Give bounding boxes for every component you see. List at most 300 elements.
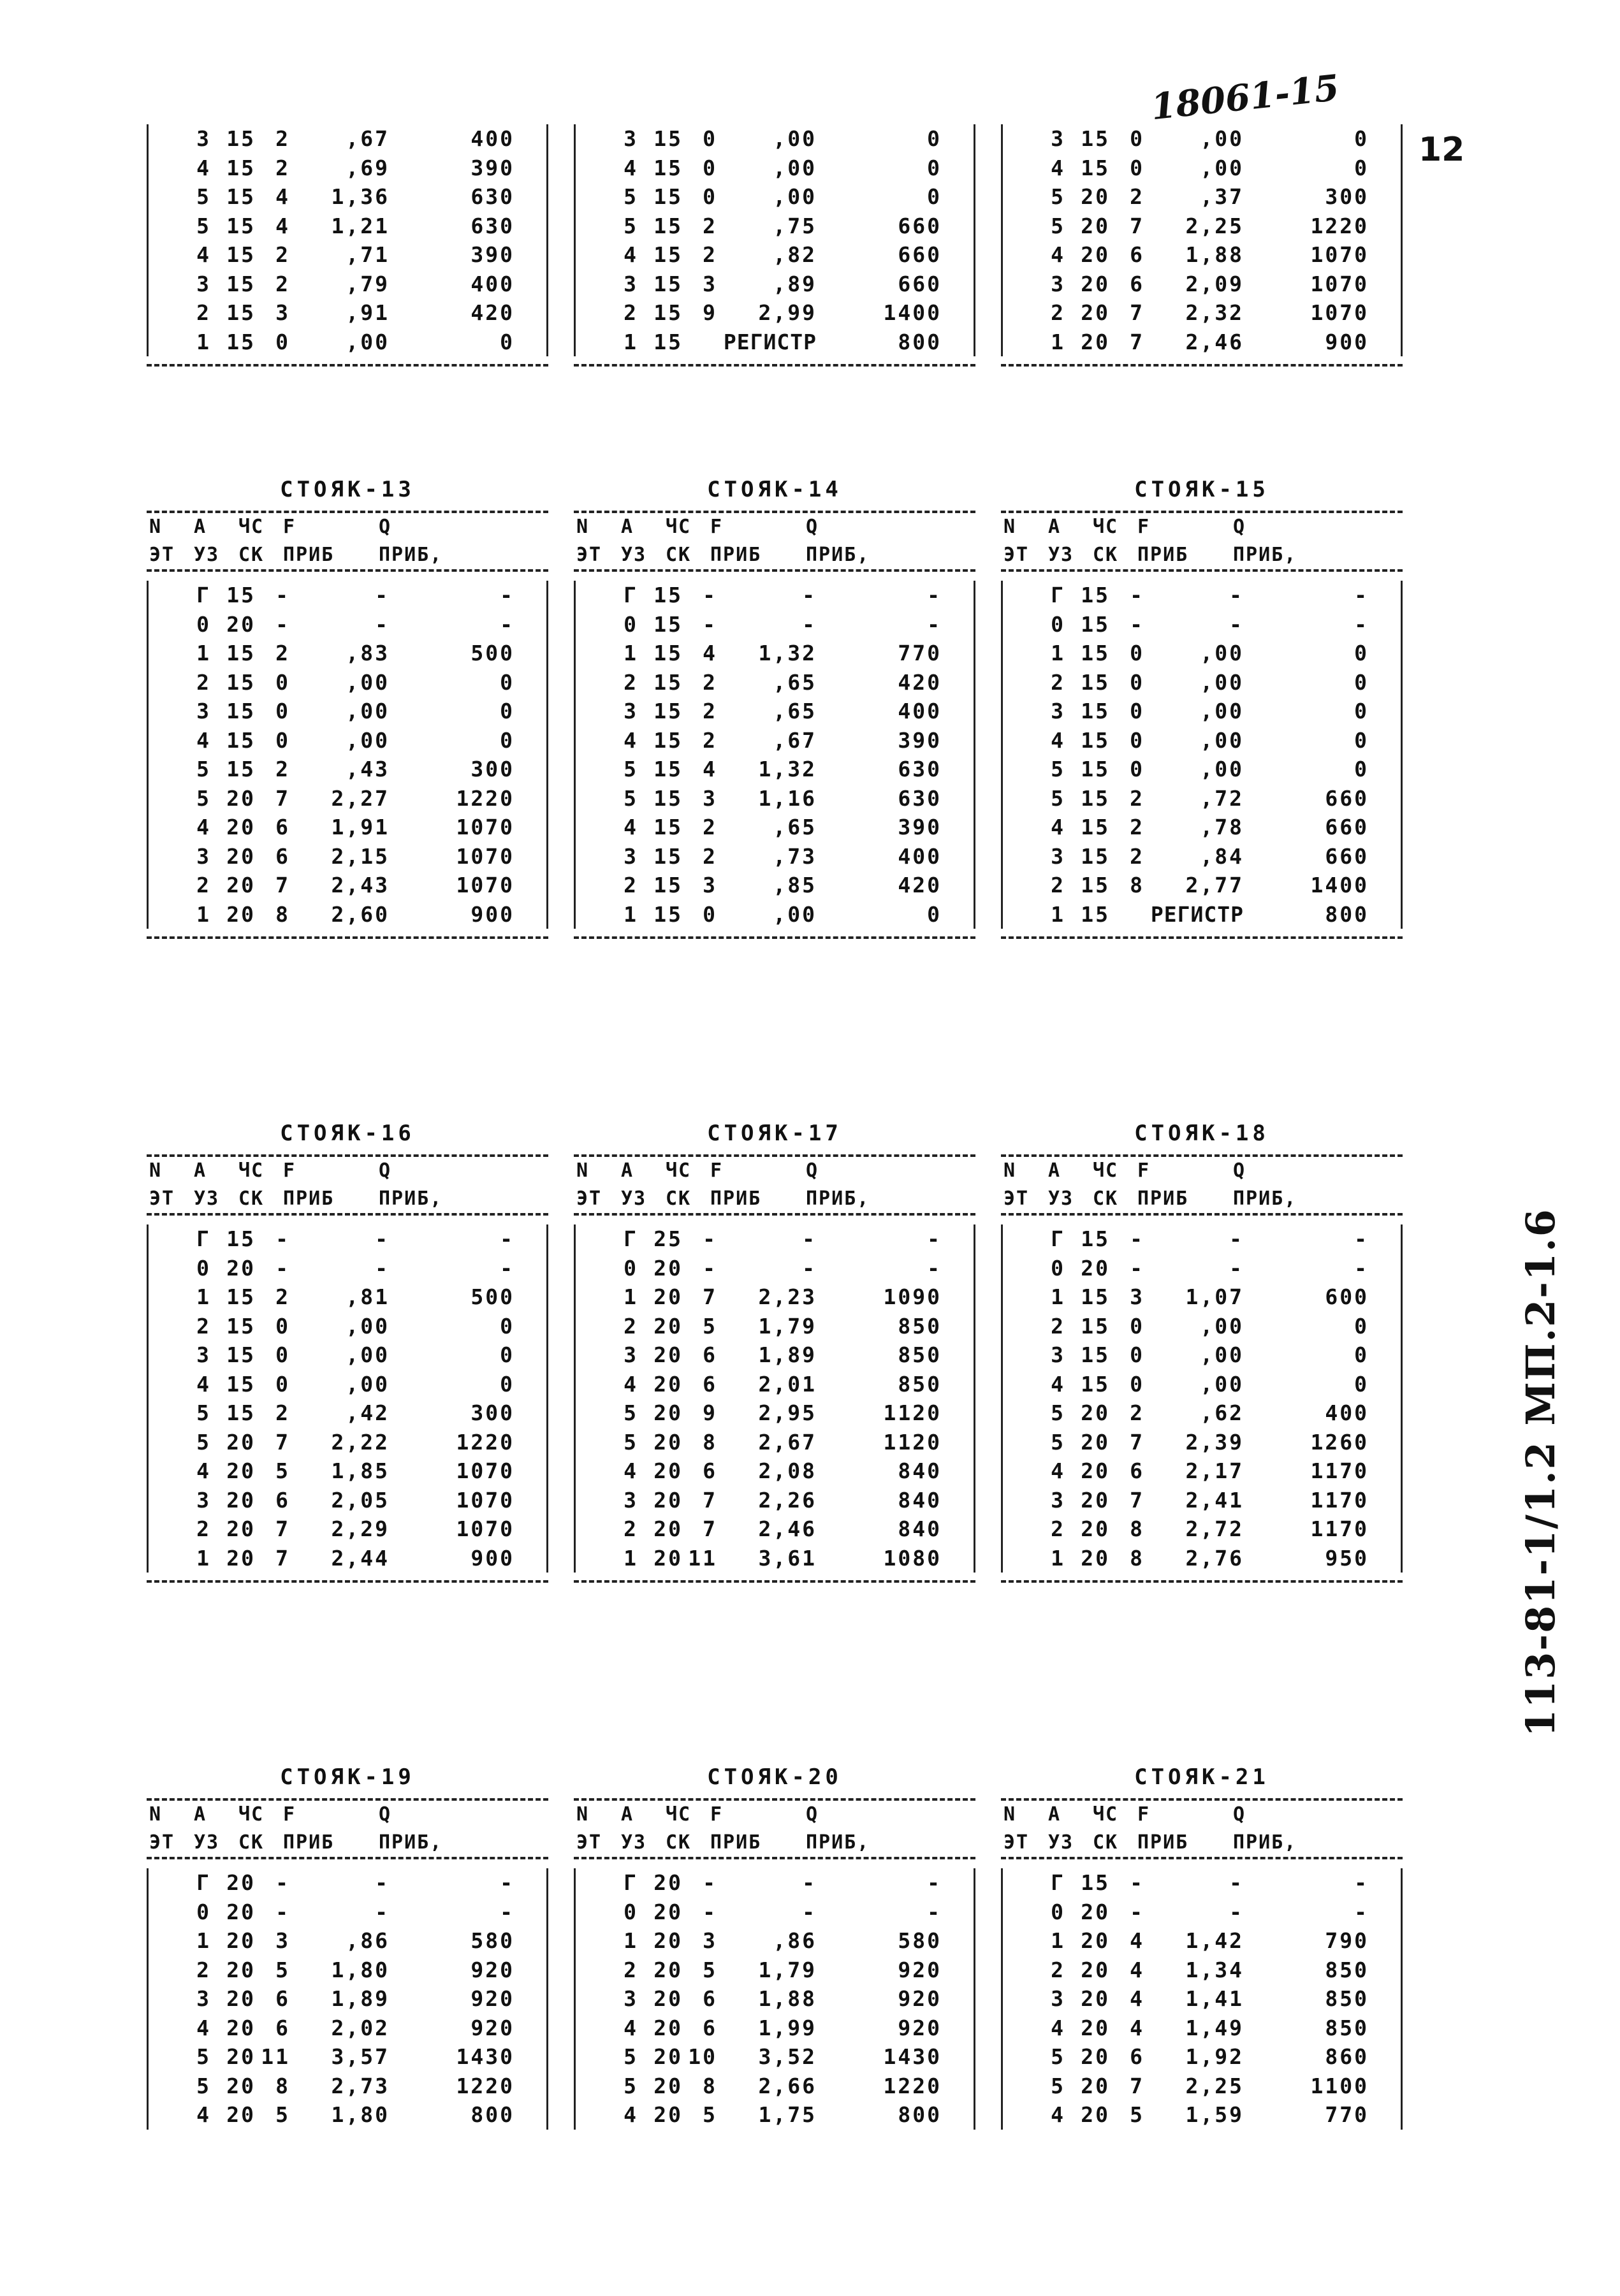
table-cell: 800 <box>471 2102 514 2127</box>
table-cell: 15 <box>226 213 256 238</box>
table-cell: 1,92 <box>1185 2044 1244 2069</box>
table-cell: 6 <box>1130 271 1144 296</box>
table-cell: 5 <box>1051 757 1065 781</box>
table-row <box>1001 1341 1403 1370</box>
table-header-row <box>1001 1157 1403 1185</box>
column-header: ЧС <box>1093 1159 1119 1182</box>
table-cell: 3 <box>624 1487 638 1513</box>
table-row <box>1001 270 1403 299</box>
table-cell: 3 <box>1051 271 1065 296</box>
table-cell: 5 <box>703 2102 717 2127</box>
table-cell: 8 <box>703 2073 717 2098</box>
column-header: ПРИБ <box>710 544 762 566</box>
column-header: ПРИБ <box>283 544 335 566</box>
table-cell: 6 <box>1130 2044 1144 2069</box>
table-cell: 1070 <box>1310 271 1369 296</box>
table-cell: - <box>500 1226 514 1251</box>
table-cell: ,65 <box>773 669 817 695</box>
table-row <box>1001 182 1403 212</box>
table-cell: 15 <box>226 300 256 325</box>
table-cell: - <box>375 583 390 607</box>
table-header-row <box>574 1185 975 1213</box>
table-header-row <box>147 513 548 541</box>
column-header: СК <box>238 1831 265 1854</box>
table-cell: 7 <box>275 1429 290 1455</box>
table-cell: 3 <box>196 1487 211 1513</box>
column-header: ПРИБ, <box>379 1188 443 1210</box>
table-cell: - <box>1130 1255 1144 1281</box>
table-row <box>1001 784 1403 813</box>
table-cell: - <box>375 1255 390 1281</box>
column-header: F <box>1137 1803 1151 1826</box>
table-cell: 2,02 <box>331 2015 390 2040</box>
table-cell: 1,34 <box>1185 1957 1244 1982</box>
table-cell: 10 <box>688 2044 717 2069</box>
table-cell: 4 <box>1051 2102 1065 2127</box>
table-cell: 15 <box>653 815 683 839</box>
table-cell: 2 <box>1051 669 1065 695</box>
column-header: N <box>1003 1803 1017 1826</box>
table-row <box>574 610 975 639</box>
table-cell: 7 <box>1130 300 1144 325</box>
column-header: ЭТ <box>149 544 175 566</box>
column-header: Q <box>379 516 392 538</box>
table-cell: 3 <box>196 699 211 723</box>
table-cell: 0 <box>703 184 717 209</box>
table-cell: 7 <box>275 1516 290 1541</box>
table-cell: - <box>1229 611 1244 637</box>
table-cell: 4 <box>1051 2015 1065 2040</box>
table-cell: 2 <box>275 126 290 151</box>
table-row <box>147 154 548 183</box>
column-header: ЭТ <box>149 1188 175 1210</box>
table-cell: 5 <box>196 757 211 781</box>
table-cell: 2,39 <box>1185 1429 1244 1455</box>
table-row <box>147 1341 548 1370</box>
table-row <box>147 1224 548 1254</box>
table-row <box>147 1898 548 1927</box>
table-cell: 5 <box>1051 213 1065 238</box>
table-row <box>147 1370 548 1399</box>
table-cell: 0 <box>1130 727 1144 753</box>
riser-table <box>574 1756 975 2130</box>
table-cell: 15 <box>1081 155 1110 180</box>
table-cell: 920 <box>898 2015 942 2040</box>
table-cell: 1 <box>624 901 638 927</box>
riser-title: СТОЯК-20 <box>707 1764 842 1790</box>
column-header: F <box>283 1159 296 1182</box>
table-cell: 20 <box>653 1342 683 1367</box>
table-cell: 7 <box>1130 329 1144 354</box>
table-cell: 20 <box>1081 1458 1110 1483</box>
table-cell: 630 <box>471 213 514 238</box>
table-row <box>574 1370 975 1399</box>
table-cell: - <box>802 583 817 607</box>
table-row <box>147 755 548 784</box>
table-cell: 1 <box>196 1284 211 1309</box>
table-cell: 7 <box>703 1516 717 1541</box>
table-cell <box>1110 900 1148 929</box>
table-cell: 5 <box>624 213 638 238</box>
table-cell: 3 <box>624 699 638 723</box>
table-cell: 15 <box>1081 815 1110 839</box>
table-cell: 4 <box>275 213 290 238</box>
column-header: ЧС <box>1093 1803 1119 1826</box>
table-row <box>1001 1399 1403 1428</box>
table-cell: 1430 <box>883 2044 942 2069</box>
table-cell: 6 <box>275 2015 290 2040</box>
table-cell: - <box>500 611 514 637</box>
table-cell: 0 <box>927 184 942 209</box>
table-cell: 920 <box>898 1986 942 2011</box>
table-cell: ,85 <box>773 873 817 897</box>
table-cell: 5 <box>196 184 211 209</box>
table-cell: 420 <box>471 300 514 325</box>
table-cell: 20 <box>226 1255 256 1281</box>
table-cell: 2 <box>624 873 638 897</box>
table-cell: - <box>802 1899 817 1924</box>
table-cell: 15 <box>653 669 683 695</box>
table-cell: 20 <box>226 2073 256 2098</box>
table-cell: 7 <box>1130 1487 1144 1513</box>
table-cell: 770 <box>1325 2102 1369 2127</box>
table-cell: 15 <box>653 583 683 607</box>
table-cell: 2 <box>1130 843 1144 869</box>
table-cell: 6 <box>275 815 290 839</box>
table-row <box>574 1868 975 1898</box>
table-cell: 20 <box>226 1986 256 2011</box>
table-row <box>147 1926 548 1956</box>
table-cell: 15 <box>1081 641 1110 665</box>
table-cell: 920 <box>471 2015 514 2040</box>
table-cell: - <box>500 583 514 607</box>
riser-table <box>574 124 975 367</box>
table-cell: Г <box>1051 1870 1065 1895</box>
table-cell: 0 <box>1354 757 1369 781</box>
table-cell: 2 <box>624 669 638 695</box>
table-cell: 920 <box>471 1986 514 2011</box>
table-cell: 0 <box>275 1342 290 1367</box>
table-row <box>147 1486 548 1515</box>
table-cell: 0 <box>196 1255 211 1281</box>
table-row <box>1001 240 1403 270</box>
table-cell: 4 <box>1051 727 1065 753</box>
table-cell: 7 <box>1130 2073 1144 2098</box>
table-cell: 1 <box>196 329 211 354</box>
table-cell: 5 <box>703 1957 717 1982</box>
table-cell: 1,91 <box>331 815 390 839</box>
table-cell: ,00 <box>346 1313 390 1339</box>
table-cell: 3 <box>196 1986 211 2011</box>
column-header: ЧС <box>666 1159 692 1182</box>
table-cell: 20 <box>653 1545 683 1571</box>
table-row <box>574 240 975 270</box>
table-cell: 15 <box>226 699 256 723</box>
table-row <box>574 1399 975 1428</box>
table-cell: 20 <box>1081 184 1110 209</box>
table-cell: 3,57 <box>331 2044 390 2069</box>
table-cell: 0 <box>500 1342 514 1367</box>
table-cell: ,00 <box>346 1371 390 1397</box>
table-cell: ,00 <box>1200 727 1244 753</box>
column-header: N <box>576 516 590 538</box>
table-cell: ,00 <box>1200 641 1244 665</box>
table-cell: 6 <box>275 1986 290 2011</box>
table-cell: Г <box>196 583 211 607</box>
table-cell: 2,72 <box>1185 1516 1244 1541</box>
table-header-row <box>574 1157 975 1185</box>
column-header: СК <box>1093 1831 1119 1854</box>
table-cell: 15 <box>1081 843 1110 869</box>
column-header: ПРИБ <box>283 1831 335 1854</box>
table-cell: 15 <box>226 155 256 180</box>
column-header: ПРИБ <box>710 1188 762 1210</box>
column-header: ЧС <box>238 516 265 538</box>
table-cell: 660 <box>898 242 942 267</box>
table-cell: 7 <box>1130 213 1144 238</box>
table-cell: 2 <box>703 727 717 753</box>
table-cell: 2,17 <box>1185 1458 1244 1483</box>
column-header: А <box>194 1803 207 1826</box>
divider <box>1001 1580 1403 1583</box>
table-cell: 850 <box>898 1313 942 1339</box>
column-header: ЧС <box>1093 516 1119 538</box>
table-cell: 1 <box>1051 641 1065 665</box>
table-cell: 1 <box>196 641 211 665</box>
table-cell: 0 <box>927 126 942 151</box>
table-row <box>574 1956 975 1985</box>
riser-table <box>1001 124 1403 367</box>
table-row <box>574 270 975 299</box>
table-cell: 2,32 <box>1185 300 1244 325</box>
table-cell: 1,49 <box>1185 2015 1244 2040</box>
table-cell: 20 <box>1081 300 1110 325</box>
table-cell <box>683 328 721 357</box>
table-cell: 5 <box>624 2044 638 2069</box>
table-cell: 0 <box>927 155 942 180</box>
table-row <box>1001 726 1403 755</box>
table-row <box>147 212 548 241</box>
table-header-row <box>1001 541 1403 569</box>
table-cell: 1,80 <box>331 1957 390 1982</box>
table-cell: 3 <box>624 1986 638 2011</box>
table-cell: 0 <box>500 1371 514 1397</box>
table-cell: 4 <box>275 184 290 209</box>
table-cell: 0 <box>624 1899 638 1924</box>
table-cell: 4 <box>1130 2015 1144 2040</box>
table-cell: 0 <box>1130 669 1144 695</box>
table-row <box>1001 639 1403 668</box>
table-cell: 4 <box>1051 242 1065 267</box>
table-cell: 20 <box>226 2102 256 2127</box>
table-cell: 4 <box>703 757 717 781</box>
table-row <box>574 842 975 871</box>
riser-title: СТОЯК-13 <box>280 477 415 502</box>
table-cell: ,00 <box>1200 1371 1244 1397</box>
table-cell: 850 <box>1325 2015 1369 2040</box>
table-cell: 20 <box>1081 2073 1110 2098</box>
table-cell: 6 <box>703 1458 717 1483</box>
column-header: Q <box>806 1159 819 1182</box>
table-cell: 7 <box>703 1487 717 1513</box>
table-row <box>147 2072 548 2101</box>
table-cell: 5 <box>1051 1400 1065 1425</box>
table-cell: 3 <box>1051 126 1065 151</box>
table-cell: 1 <box>1051 901 1065 927</box>
riser-table <box>147 469 548 939</box>
table-cell: 15 <box>653 271 683 296</box>
table-cell: 6 <box>703 1342 717 1367</box>
riser-title: СТОЯК-17 <box>707 1121 842 1146</box>
table-row <box>574 124 975 154</box>
table-cell: 900 <box>471 1545 514 1571</box>
divider <box>574 1580 975 1583</box>
table-cell: 1 <box>1051 1545 1065 1571</box>
table-cell: 20 <box>226 1957 256 1982</box>
table-cell: 0 <box>1130 1342 1144 1367</box>
table-row <box>574 1515 975 1544</box>
column-header: СК <box>1093 544 1119 566</box>
table-cell: - <box>1130 1899 1144 1924</box>
table-row <box>1001 668 1403 697</box>
table-cell: 840 <box>898 1487 942 1513</box>
table-cell: 840 <box>898 1516 942 1541</box>
table-cell: 0 <box>500 669 514 695</box>
table-row <box>147 581 548 610</box>
column-header: Q <box>1233 1159 1246 1182</box>
table-row <box>147 726 548 755</box>
table-cell: - <box>927 583 942 607</box>
table-row <box>147 1544 548 1573</box>
column-header: ПРИБ, <box>806 1188 870 1210</box>
table-cell: 5 <box>1051 2044 1065 2069</box>
table-cell: 9 <box>703 300 717 325</box>
column-header: ПРИБ <box>1137 1188 1189 1210</box>
table-cell: 20 <box>226 2044 256 2069</box>
column-header: СК <box>666 544 692 566</box>
table-cell: - <box>1229 1226 1244 1251</box>
table-cell: 1 <box>1051 329 1065 354</box>
table-row <box>1001 2014 1403 2043</box>
table-cell: 1 <box>1051 1928 1065 1953</box>
table-cell: 15 <box>1081 785 1110 811</box>
table-cell: 5 <box>275 1458 290 1483</box>
table-cell: 1170 <box>1310 1516 1369 1541</box>
table-cell: 0 <box>500 727 514 753</box>
table-cell: 15 <box>226 271 256 296</box>
table-cell: ,71 <box>346 242 390 267</box>
table-cell: 15 <box>226 757 256 781</box>
table-cell: - <box>1229 1255 1244 1281</box>
table-cell: 5 <box>624 757 638 781</box>
table-cell: 15 <box>226 126 256 151</box>
table-row <box>147 1984 548 2014</box>
table-cell: 1090 <box>883 1284 942 1309</box>
table-cell: 7 <box>703 1284 717 1309</box>
table-cell: 15 <box>226 669 256 695</box>
table-cell: 660 <box>1325 843 1369 869</box>
table-cell: 0 <box>703 901 717 927</box>
table-cell: 20 <box>1081 2015 1110 2040</box>
table-row <box>574 2042 975 2072</box>
column-header: ЭТ <box>1003 544 1030 566</box>
column-header: N <box>149 1803 163 1826</box>
table-cell: 15 <box>653 699 683 723</box>
table-cell: 1070 <box>1310 300 1369 325</box>
table-cell: 15 <box>653 785 683 811</box>
table-cell: 6 <box>275 843 290 869</box>
table-cell: 580 <box>898 1928 942 1953</box>
table-cell: 1400 <box>883 300 942 325</box>
table-cell: 8 <box>1130 873 1144 897</box>
table-cell: 3 <box>703 873 717 897</box>
table-row <box>147 813 548 842</box>
table-cell: 15 <box>1081 583 1110 607</box>
table-cell: 1080 <box>883 1545 942 1571</box>
table-cell: - <box>802 1226 817 1251</box>
table-cell: 4 <box>196 1458 211 1483</box>
table-cell: - <box>1354 1899 1369 1924</box>
table-cell: ,00 <box>773 184 817 209</box>
table-cell: 1220 <box>456 785 514 811</box>
table-cell: ,78 <box>1200 815 1244 839</box>
table-cell: 1,75 <box>758 2102 817 2127</box>
table-cell: 400 <box>471 271 514 296</box>
table-row <box>574 871 975 900</box>
table-cell: ,00 <box>1200 1342 1244 1367</box>
table-row <box>147 697 548 726</box>
table-row <box>1001 212 1403 241</box>
table-cell: 850 <box>1325 1957 1369 1982</box>
table-cell: 1430 <box>456 2044 514 2069</box>
table-cell: 3 <box>1051 1342 1065 1367</box>
table-cell: 390 <box>471 242 514 267</box>
column-header: ЧС <box>238 1803 265 1826</box>
table-cell: 0 <box>624 1255 638 1281</box>
table-cell: 4 <box>624 2015 638 2040</box>
table-row <box>574 1898 975 1927</box>
table-cell: 15 <box>1081 1284 1110 1309</box>
table-row <box>574 1312 975 1341</box>
side-document-code: 113-81-1/1.2 МП.2-1.6 <box>1517 1208 1564 1737</box>
table-cell: 0 <box>196 1899 211 1924</box>
table-row <box>1001 1898 1403 1927</box>
table-cell: - <box>1354 1255 1369 1281</box>
table-row <box>147 240 548 270</box>
table-cell: 15 <box>653 126 683 151</box>
table-cell: 300 <box>471 757 514 781</box>
column-header: ПРИБ, <box>1233 1188 1297 1210</box>
table-cell: 15 <box>226 641 256 665</box>
table-cell: 20 <box>226 1545 256 1571</box>
table-cell: 2 <box>196 300 211 325</box>
table-cell: - <box>802 1255 817 1281</box>
table-cell: ,00 <box>346 699 390 723</box>
table-cell: 660 <box>1325 785 1369 811</box>
table-cell: 20 <box>226 1429 256 1455</box>
table-cell: 4 <box>624 1371 638 1397</box>
table-cell: 2 <box>703 843 717 869</box>
table-cell: 3 <box>196 843 211 869</box>
table-cell: 2 <box>275 641 290 665</box>
table-cell: 20 <box>1081 1255 1110 1281</box>
table-row <box>147 784 548 813</box>
column-header: ЧС <box>666 1803 692 1826</box>
column-header: ПРИБ <box>710 1831 762 1854</box>
table-row <box>574 298 975 328</box>
table-cell: 20 <box>653 1371 683 1397</box>
table-row <box>574 1224 975 1254</box>
